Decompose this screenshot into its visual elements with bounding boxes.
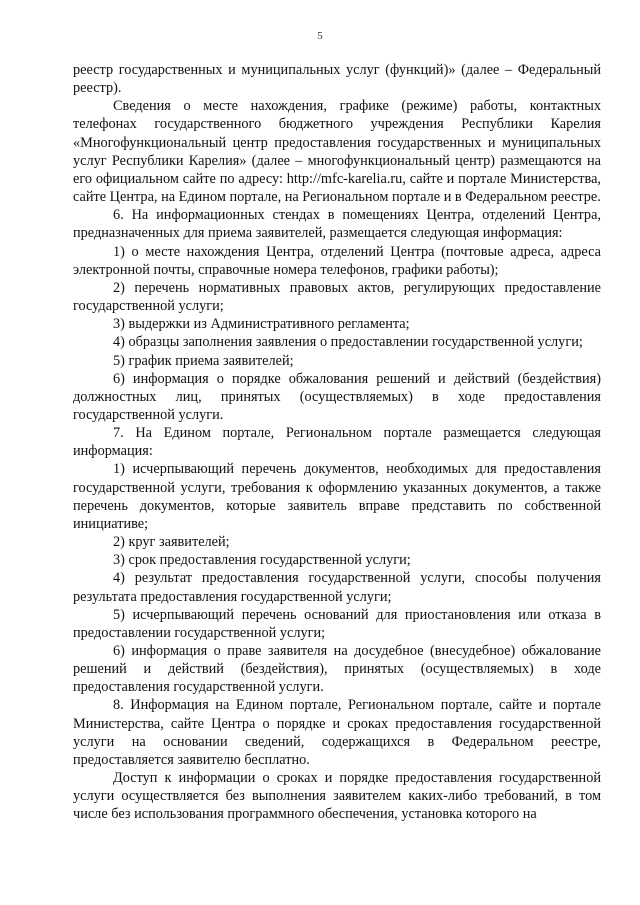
document-body	[73, 61, 601, 824]
page-number: 5	[317, 30, 323, 42]
list-item: 1) исчерпывающий перечень документов, необходимых для предоставления государственной услуги, требования к оформлению указанных документов, а также перечень документов, которые заявитель вправе представить по собственной инициативе;	[73, 461, 601, 532]
paragraph: 6. На информационных стендах в помещениях Центра, отделений Центра, предназначенных для приема заявителей, размещается следующая информация:	[73, 207, 601, 242]
paragraph: реестр государственных и муниципальных услуг (функций)» (далее – Федеральный реестр).	[73, 62, 601, 97]
paragraph: Доступ к информации о сроках и порядке предоставления государственной услуги осуществляется без выполнения заявителем каких-либо требований, в том числе без использования программного обеспечения, установка которого на	[73, 770, 601, 823]
list-item: 1) о месте нахождения Центра, отделений Центра (почтовые адреса, адреса электронной почты, справочные номера телефонов, графики работы);	[73, 243, 601, 278]
list-item: 6) информация о порядке обжалования решений и действий (бездействия) должностных лиц, принятых (осуществляемых) в ходе предоставления государственной услуги.	[73, 370, 601, 423]
paragraph: 7. На Едином портале, Региональном портале размещается следующая информация:	[73, 425, 601, 460]
list-item: 4) образцы заполнения заявления о предоставлении государственной услуги;	[113, 334, 583, 351]
list-item: 5) график приема заявителей;	[113, 352, 294, 369]
list-item: 2) круг заявителей;	[113, 534, 230, 551]
list-item: 5) исчерпывающий перечень оснований для приостановления или отказа в предоставлении государственной услуги;	[73, 606, 601, 641]
list-item: 3) срок предоставления государственной услуги;	[113, 552, 411, 569]
list-item: 6) информация о праве заявителя на досудебное (внесудебное) обжалование решений и действий (бездействия), принятых (осуществляемых) в ходе предоставления государственной услуги.	[73, 643, 601, 696]
paragraph: 8. Информация на Едином портале, Региональном портале, сайте и портале Министерства, сайте Центра о порядке и сроках предоставления государственной услуги на основании сведений, содержащихся в Федеральном реестре, предоставляется заявителю бесплатно.	[73, 697, 601, 768]
list-item: 3) выдержки из Административного регламента;	[113, 316, 410, 333]
list-item: 4) результат предоставления государственной услуги, способы получения результата предоставления государственной услуги;	[73, 570, 601, 605]
paragraph: Сведения о месте нахождения, графике (режиме) работы, контактных телефонах государственного бюджетного учреждения Республики Карелия «Многофункциональный центр предоставления государственных и муниципальных услуг Республики Карелия» (далее – многофункциональный центр) размещаются на его официальном сайте по адресу: http://mfc-karelia.ru, сайте и портале Министерства, сайте Центра, на Едином портале, на Региональном портале и в Федеральном реестре.	[73, 98, 601, 206]
list-item: 2) перечень нормативных правовых актов, регулирующих предоставление государственной услуги;	[73, 279, 601, 315]
